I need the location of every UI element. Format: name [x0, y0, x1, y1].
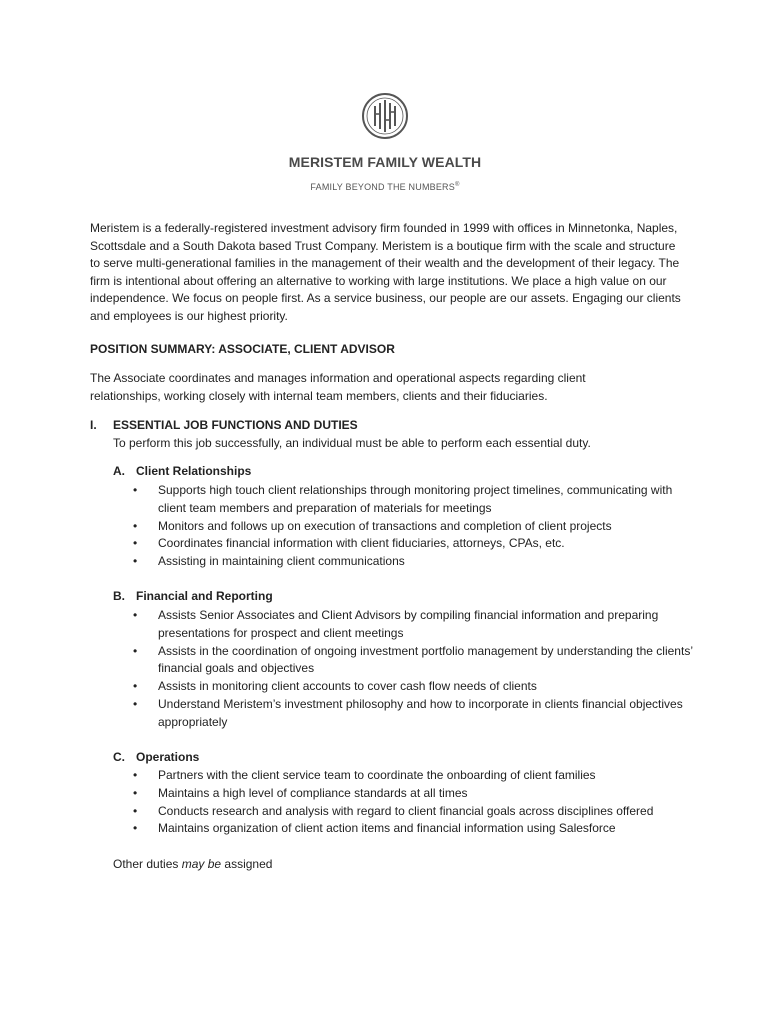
bullet-icon: •: [133, 696, 138, 711]
bullet-icon: •: [133, 536, 138, 551]
list-item-text: Understand Meristem’s investment philosophy and how to incorporate in clients financial objectives appropriately: [158, 696, 683, 729]
subsection-letter: C.: [113, 750, 125, 764]
position-summary-heading: POSITION SUMMARY: ASSOCIATE, CLIENT ADVISOR: [90, 342, 395, 356]
bullet-icon: •: [133, 768, 138, 782]
list-item: [133, 678, 693, 696]
bullet-icon: •: [133, 679, 138, 694]
tagline-text: FAMILY BEYOND THE NUMBERS: [310, 182, 455, 192]
list-item: [133, 553, 693, 571]
subsection-title: Operations: [136, 750, 200, 764]
other-duties-prefix: Other duties: [113, 857, 182, 871]
section-title: ESSENTIAL JOB FUNCTIONS AND DUTIES: [113, 418, 358, 432]
list-item-text: Assisting in maintaining client communications: [158, 554, 405, 569]
bullet-icon: •: [133, 518, 138, 533]
bullet-list: [133, 767, 693, 838]
other-duties-note: [113, 857, 272, 871]
subsection-letter: A.: [113, 464, 125, 478]
list-item-text: Partners with the client service team to coordinate the onboarding of client families: [158, 768, 596, 782]
list-item-text: Conducts research and analysis with regard to client financial goals across disciplines offered: [158, 803, 654, 818]
meristem-logo-icon: [361, 92, 409, 140]
list-item: [133, 803, 693, 821]
section-description: To perform this job successfully, an individual must be able to perform each essential duty.: [113, 436, 591, 450]
bullet-list: [133, 607, 693, 732]
intro-paragraph: Meristem is a federally-registered investment advisory firm founded in 1999 with offices in Minnetonka, Naples, Scottsdale and a South Dakota based Trust Company. Meristem is a boutique firm with the scale and structure to serve multi-generational families in the management of their wealth and the development of their legacy. The firm is intentional about offering an alternative to working with large institutions. We place a high value on our independence. We focus on people first. As a service business, our people are our assets. Engaging our clients and employees is our highest priority.: [90, 221, 681, 323]
subsection-title: Financial and Reporting: [136, 589, 273, 603]
list-item: [133, 607, 693, 643]
bullet-list: [133, 482, 693, 571]
tagline: [0, 182, 770, 192]
list-item-text: Assists in the coordination of ongoing investment portfolio management by understanding the clients’ financial goals and objectives: [158, 643, 693, 676]
list-item: [133, 643, 693, 679]
subsection-letter: B.: [113, 589, 125, 603]
bullet-icon: •: [133, 554, 138, 569]
other-duties-suffix: assigned: [221, 857, 273, 871]
list-item: [133, 518, 693, 536]
list-item: [133, 820, 693, 838]
company-name: MERISTEM FAMILY WEALTH: [288, 154, 482, 170]
list-item-text: Coordinates financial information with client fiduciaries, attorneys, CPAs, etc.: [158, 536, 565, 551]
bullet-icon: •: [133, 821, 138, 836]
list-item-text: Assists in monitoring client accounts to cover cash flow needs of clients: [158, 679, 537, 694]
associate-description: The Associate coordinates and manages information and operational aspects regarding client relationships, working closely with internal team members, clients and their fiduciaries.: [90, 371, 586, 403]
registered-mark: ®: [454, 182, 460, 188]
list-item-text: Maintains organization of client action items and financial information using Salesforce: [158, 821, 616, 836]
list-item: [133, 535, 693, 553]
list-item-text: Monitors and follows up on execution of transactions and completion of client projects: [158, 518, 612, 533]
list-item-text: Assists Senior Associates and Client Advisors by compiling financial information and preparing presentations for prospect and client meetings: [158, 608, 659, 640]
list-item-text: Maintains a high level of compliance standards at all times: [158, 785, 468, 800]
bullet-icon: •: [133, 785, 138, 800]
list-item: [133, 696, 693, 732]
bullet-icon: •: [133, 608, 138, 622]
subsection-title: Client Relationships: [136, 464, 252, 478]
bullet-icon: •: [133, 803, 138, 818]
bullet-icon: •: [133, 643, 138, 658]
list-item: [133, 767, 693, 785]
list-item-text: Supports high touch client relationships through monitoring project timelines, communicating with client team members and preparation of materials for meetings: [158, 483, 673, 515]
bullet-icon: •: [133, 483, 138, 497]
list-item: [133, 482, 693, 518]
list-item: [133, 785, 693, 803]
section-number: I.: [90, 418, 97, 432]
other-duties-emphasis: may be: [181, 857, 222, 871]
